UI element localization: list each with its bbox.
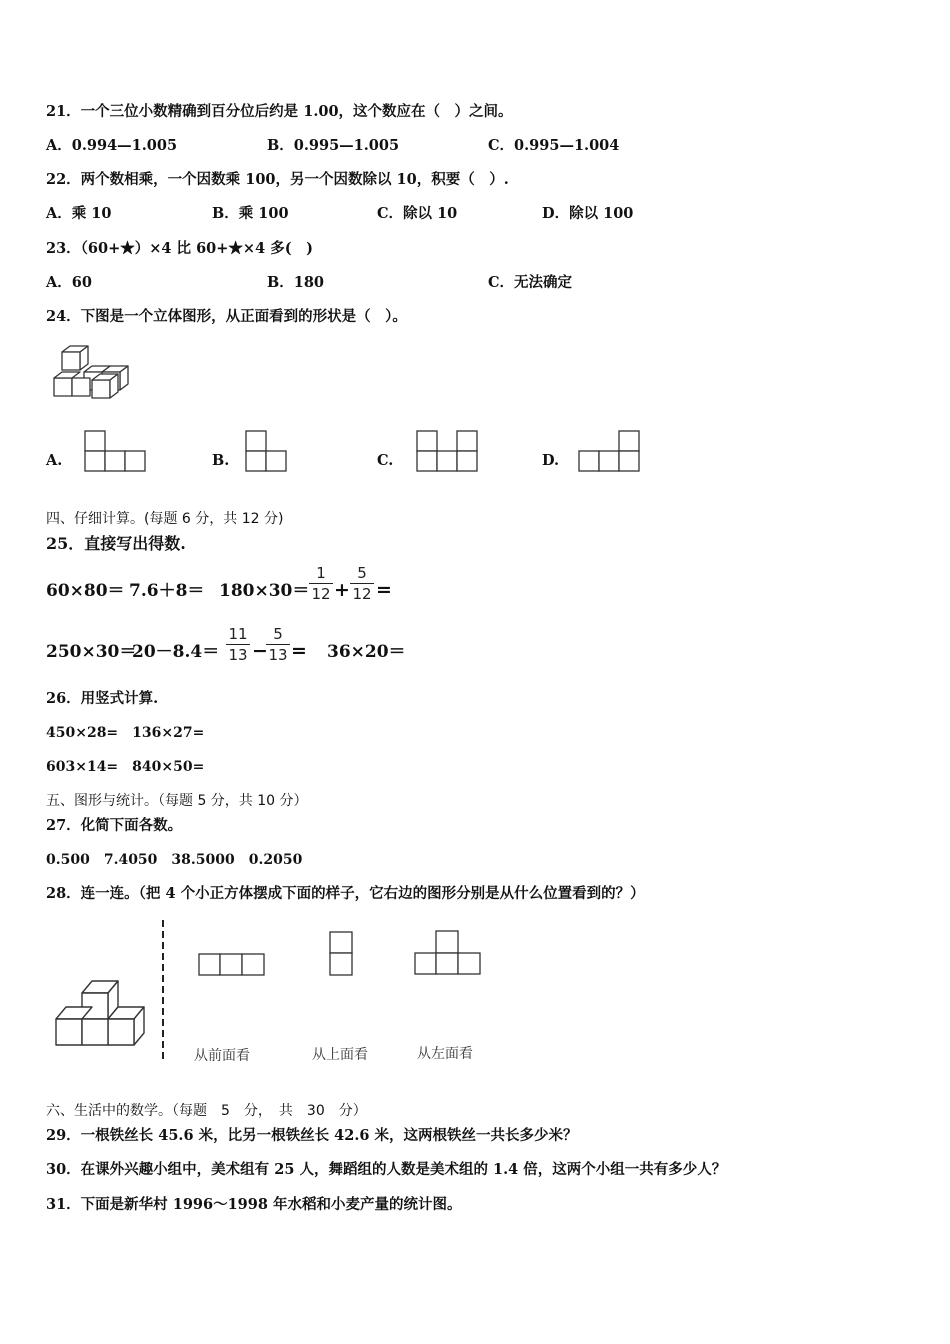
q26-row-2: 603×14= 840×50= — [46, 759, 205, 775]
four-cube-figure — [52, 975, 152, 1047]
caption-front-view: 从前面看 — [194, 1048, 250, 1064]
q22-option-b: B．乘 100 — [212, 205, 289, 222]
question-27: 27．化简下面各数。 — [46, 817, 183, 834]
fraction-5-13 — [266, 625, 290, 664]
q23-option-b: B．180 — [267, 274, 325, 291]
fraction-5-12 — [350, 564, 374, 603]
option-b-shape — [245, 430, 288, 473]
q21-option-b: B．0.995—1.005 — [267, 137, 400, 154]
denominator: 12 — [352, 585, 372, 603]
option-a-shape — [84, 430, 146, 473]
solid-figure-3d — [50, 344, 140, 404]
numerator: 5 — [357, 564, 367, 582]
q22-option-d: D．除以 100 — [542, 205, 634, 222]
denominator: 12 — [311, 585, 331, 603]
numerator: 1 — [316, 564, 326, 582]
fraction-1-12 — [309, 564, 333, 603]
calc-7.6plus8: 7.6＋8＝ — [129, 581, 205, 601]
equals-sign: = — [291, 640, 307, 662]
calc-36x20: 36×20＝ — [327, 642, 406, 662]
q21-option-a: A．0.994—1.005 — [46, 137, 178, 154]
q21-option-c: C．0.995—1.004 — [488, 137, 620, 154]
q26-row-1: 450×28= 136×27= — [46, 725, 205, 741]
calc-20minus8.4: 20－8.4＝ — [132, 642, 220, 662]
q23-option-a: A．60 — [46, 274, 92, 291]
question-29: 29．一根铁丝长 45.6 米，比另一根铁丝长 42.6 米，这两根铁丝一共长多少米？ — [46, 1127, 578, 1144]
calc-250x30: 250×30＝ — [46, 642, 137, 662]
option-d-shape — [578, 430, 640, 473]
calc-180x30: 180×30＝ — [219, 581, 310, 601]
q24-option-a-label: A. — [46, 452, 63, 469]
section-4-title: 四、仔细计算。(每题 6 分，共 12 分) — [46, 511, 284, 527]
q24-option-c-label: C. — [377, 452, 394, 469]
q24-option-d-label: D. — [542, 452, 560, 469]
fraction-11-13 — [226, 625, 250, 664]
question-30: 30．在课外兴趣小组中，美术组有 25 人，舞蹈组的人数是美术组的 1.4 倍，这两个小组一共有多少人？ — [46, 1161, 727, 1178]
top-view-shape — [329, 931, 353, 976]
numerator: 5 — [273, 625, 283, 643]
question-24: 24．下图是一个立体图形，从正面看到的形状是（ ）。 — [46, 308, 407, 325]
numerator: 11 — [228, 625, 248, 643]
question-22: 22．两个数相乘，一个因数乘 100，另一个因数除以 10，积要（ ）. — [46, 171, 509, 188]
denominator: 13 — [228, 646, 248, 664]
q22-option-c: C．除以 10 — [377, 205, 458, 222]
section-5-title: 五、图形与统计。（每题 5 分，共 10 分） — [46, 793, 308, 809]
q24-option-b-label: B. — [212, 452, 230, 469]
q22-option-a: A．乘 10 — [46, 205, 112, 222]
q23-option-c: C．无法确定 — [488, 274, 573, 291]
section-6-title: 六、生活中的数学。（每题 5 分， 共 30 分） — [46, 1103, 367, 1119]
question-23: 23．（60+★）×4 比 60+★×4 多( ) — [46, 240, 313, 257]
q27-numbers: 0.500 7.4050 38.5000 0.2050 — [46, 852, 303, 868]
option-c-shape — [416, 430, 478, 473]
dashed-divider — [160, 920, 166, 1062]
caption-top-view: 从上面看 — [312, 1047, 368, 1063]
front-view-shape — [198, 953, 265, 976]
left-view-shape — [414, 930, 481, 975]
calc-60x80: 60×80＝ — [46, 581, 125, 601]
plus-sign: + — [334, 579, 350, 601]
minus-sign: − — [252, 640, 268, 662]
equals-sign: = — [376, 579, 392, 601]
question-26: 26．用竖式计算. — [46, 690, 159, 707]
caption-left-view: 从左面看 — [417, 1046, 473, 1062]
denominator: 13 — [268, 646, 288, 664]
question-21: 21．一个三位小数精确到百分位后约是 1.00，这个数应在（ ）之间。 — [46, 103, 513, 120]
question-28: 28．连一连。（把 4 个小正方体摆成下面的样子，它右边的图形分别是从什么位置看到的？） — [46, 885, 645, 902]
question-25: 25．直接写出得数. — [46, 534, 186, 553]
question-31: 31．下面是新华村 1996～1998 年水稻和小麦产量的统计图。 — [46, 1196, 462, 1213]
